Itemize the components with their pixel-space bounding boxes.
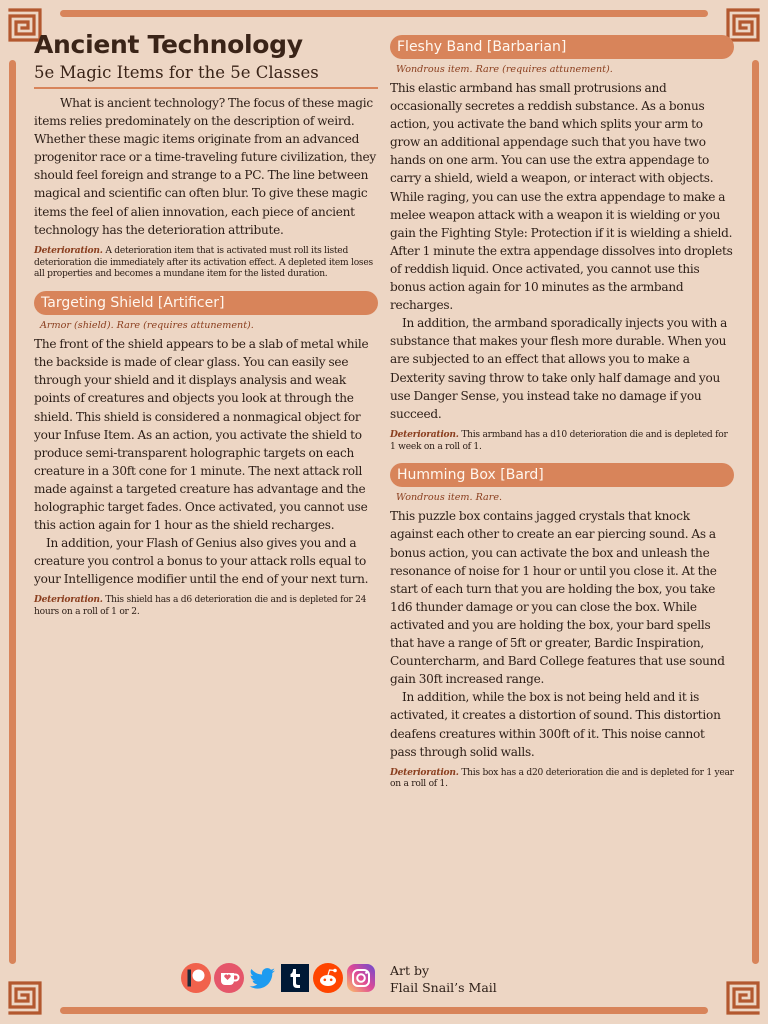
page-subtitle: 5e Magic Items for the 5e Classes <box>34 62 378 89</box>
deterioration-label: Deterioration. <box>390 766 459 778</box>
patreon-icon[interactable] <box>180 962 212 994</box>
item-deterioration-note <box>390 429 734 454</box>
item-deterioration-note <box>34 594 378 619</box>
right-column <box>390 30 734 801</box>
item-description: The front of the shield appears to be a slab of metal while the backside is made of clear glass. You can easily see through your shield and it displays analysis and weak points of creatures and objects you look at through the shield. This shield is considered a nonmagical object for your Infuse Item. As an action, you activate the shield to produce semi-transparent holographic targets on each creature in a 30ft cone for 1 minute. The next attack roll made against a targeted creature has advantage and the holographic target fades. Once activated, you cannot use this action again for 1 hour as the shield recharges. <box>34 337 369 533</box>
deterioration-text: A deterioration item that is activated must roll its listed deterioration die immediately after its activation effect. A depleted item loses all properties and becomes a mundane item for the listed duration. <box>34 245 373 280</box>
deterioration-label: Deterioration. <box>34 244 103 256</box>
intro-paragraph: What is ancient technology? The focus of these magic items relies predominately on the description of weird. Whether these magic items originate from an advanced progenitor race or a time-traveling future civilization, they should feel foreign and strange to a PC. The line between magical and scientific can often blur. To give these magic items the feel of alien innovation, each piece of ancient technology has the deterioration attribute. <box>34 96 376 237</box>
frame-top-border <box>60 10 708 17</box>
kofi-icon[interactable] <box>213 962 245 994</box>
art-credit <box>390 962 497 996</box>
item-deterioration-note <box>390 767 734 792</box>
frame-left-border <box>9 60 16 964</box>
item-description-extra: In addition, your Flash of Genius also gives you and a creature you control a bonus to your attack rolls equal to your Intelligence modifier until the end of your next turn. <box>34 536 369 587</box>
item-heading-fleshy-band: Fleshy Band [Barbarian] <box>390 35 734 59</box>
corner-ornament-icon <box>725 980 761 1016</box>
social-links <box>180 962 377 994</box>
reddit-icon[interactable] <box>312 962 344 994</box>
item-description-extra: In addition, the armband sporadically injects you with a substance that makes your flesh more durable. When you are subjected to an effect that allows you to make a Dexterity saving throw to take only half damage and you use Danger Sense, you instead take no damage if you succeed. <box>390 316 728 421</box>
tumblr-icon[interactable] <box>279 962 311 994</box>
art-credit-author: Flail Snail’s Mail <box>390 980 497 995</box>
item-type-line: Wondrous item. Rare. <box>396 492 503 504</box>
item-type-line: Armor (shield). Rare (requires attunement). <box>40 320 254 332</box>
item-description: This puzzle box contains jagged crystals that knock against each other to create an ear piercing sound. As a bonus action, you can activate the box and unleash the resonance of noise for 1 hour or until you close it. At the start of each turn that you are holding the box, you take 1d6 thunder damage or you can close the box. While activated and you are holding the box, your bard spells that have a range of 5ft or greater, Bardic Inspiration, Countercharm, and Bard College features that use sound gain 30ft increased range. <box>390 509 725 687</box>
frame-right-border <box>752 60 759 964</box>
deterioration-label: Deterioration. <box>34 594 103 606</box>
item-heading-humming-box: Humming Box [Bard] <box>390 463 734 487</box>
art-credit-line: Art by <box>390 963 430 978</box>
deterioration-label: Deterioration. <box>390 428 459 440</box>
instagram-icon[interactable] <box>345 962 377 994</box>
intro-deterioration-note <box>34 245 378 281</box>
item-type-line: Wondrous item. Rare (requires attunement). <box>396 64 613 75</box>
item-description: This elastic armband has small protrusions and occasionally secretes a reddish substance. As a bonus action, you activate the band which splits your arm to grow an additional appendage such that you have two hands on one arm. You can use the extra appendage to carry a shield, wield a weapon, or interact with objects. While raging, you can use the extra appendage to make a melee weapon attack with a weapon it is wielding or you gain the Fighting Style: Protection if it is wielding a shield. After 1 minute the extra appendage dissolves into droplets of reddish liquid. Once activated, you cannot use this bonus action again for 10 minutes as the armband recharges. <box>390 81 733 313</box>
item-description-extra: In addition, while the box is not being held and it is activated, it creates a distortion of sound. This distortion deafens creatures within 300ft of it. This noise cannot pass through solid walls. <box>390 690 721 759</box>
deterioration-text: This box has a d20 deterioration die and is depleted for 1 year on a roll of 1. <box>390 767 734 790</box>
left-column <box>34 30 378 629</box>
deterioration-text: This armband has a d10 deterioration die and is depleted for 1 week on a roll of 1. <box>390 429 728 452</box>
item-heading-targeting-shield: Targeting Shield [Artificer] <box>34 291 378 315</box>
deterioration-text: This shield has a d6 deterioration die and is depleted for 24 hours on a roll of 1 or 2. <box>34 595 367 618</box>
twitter-icon[interactable] <box>246 962 278 994</box>
frame-bottom-border <box>60 1007 708 1014</box>
corner-ornament-icon <box>7 980 43 1016</box>
page-title: Ancient Technology <box>34 30 303 59</box>
